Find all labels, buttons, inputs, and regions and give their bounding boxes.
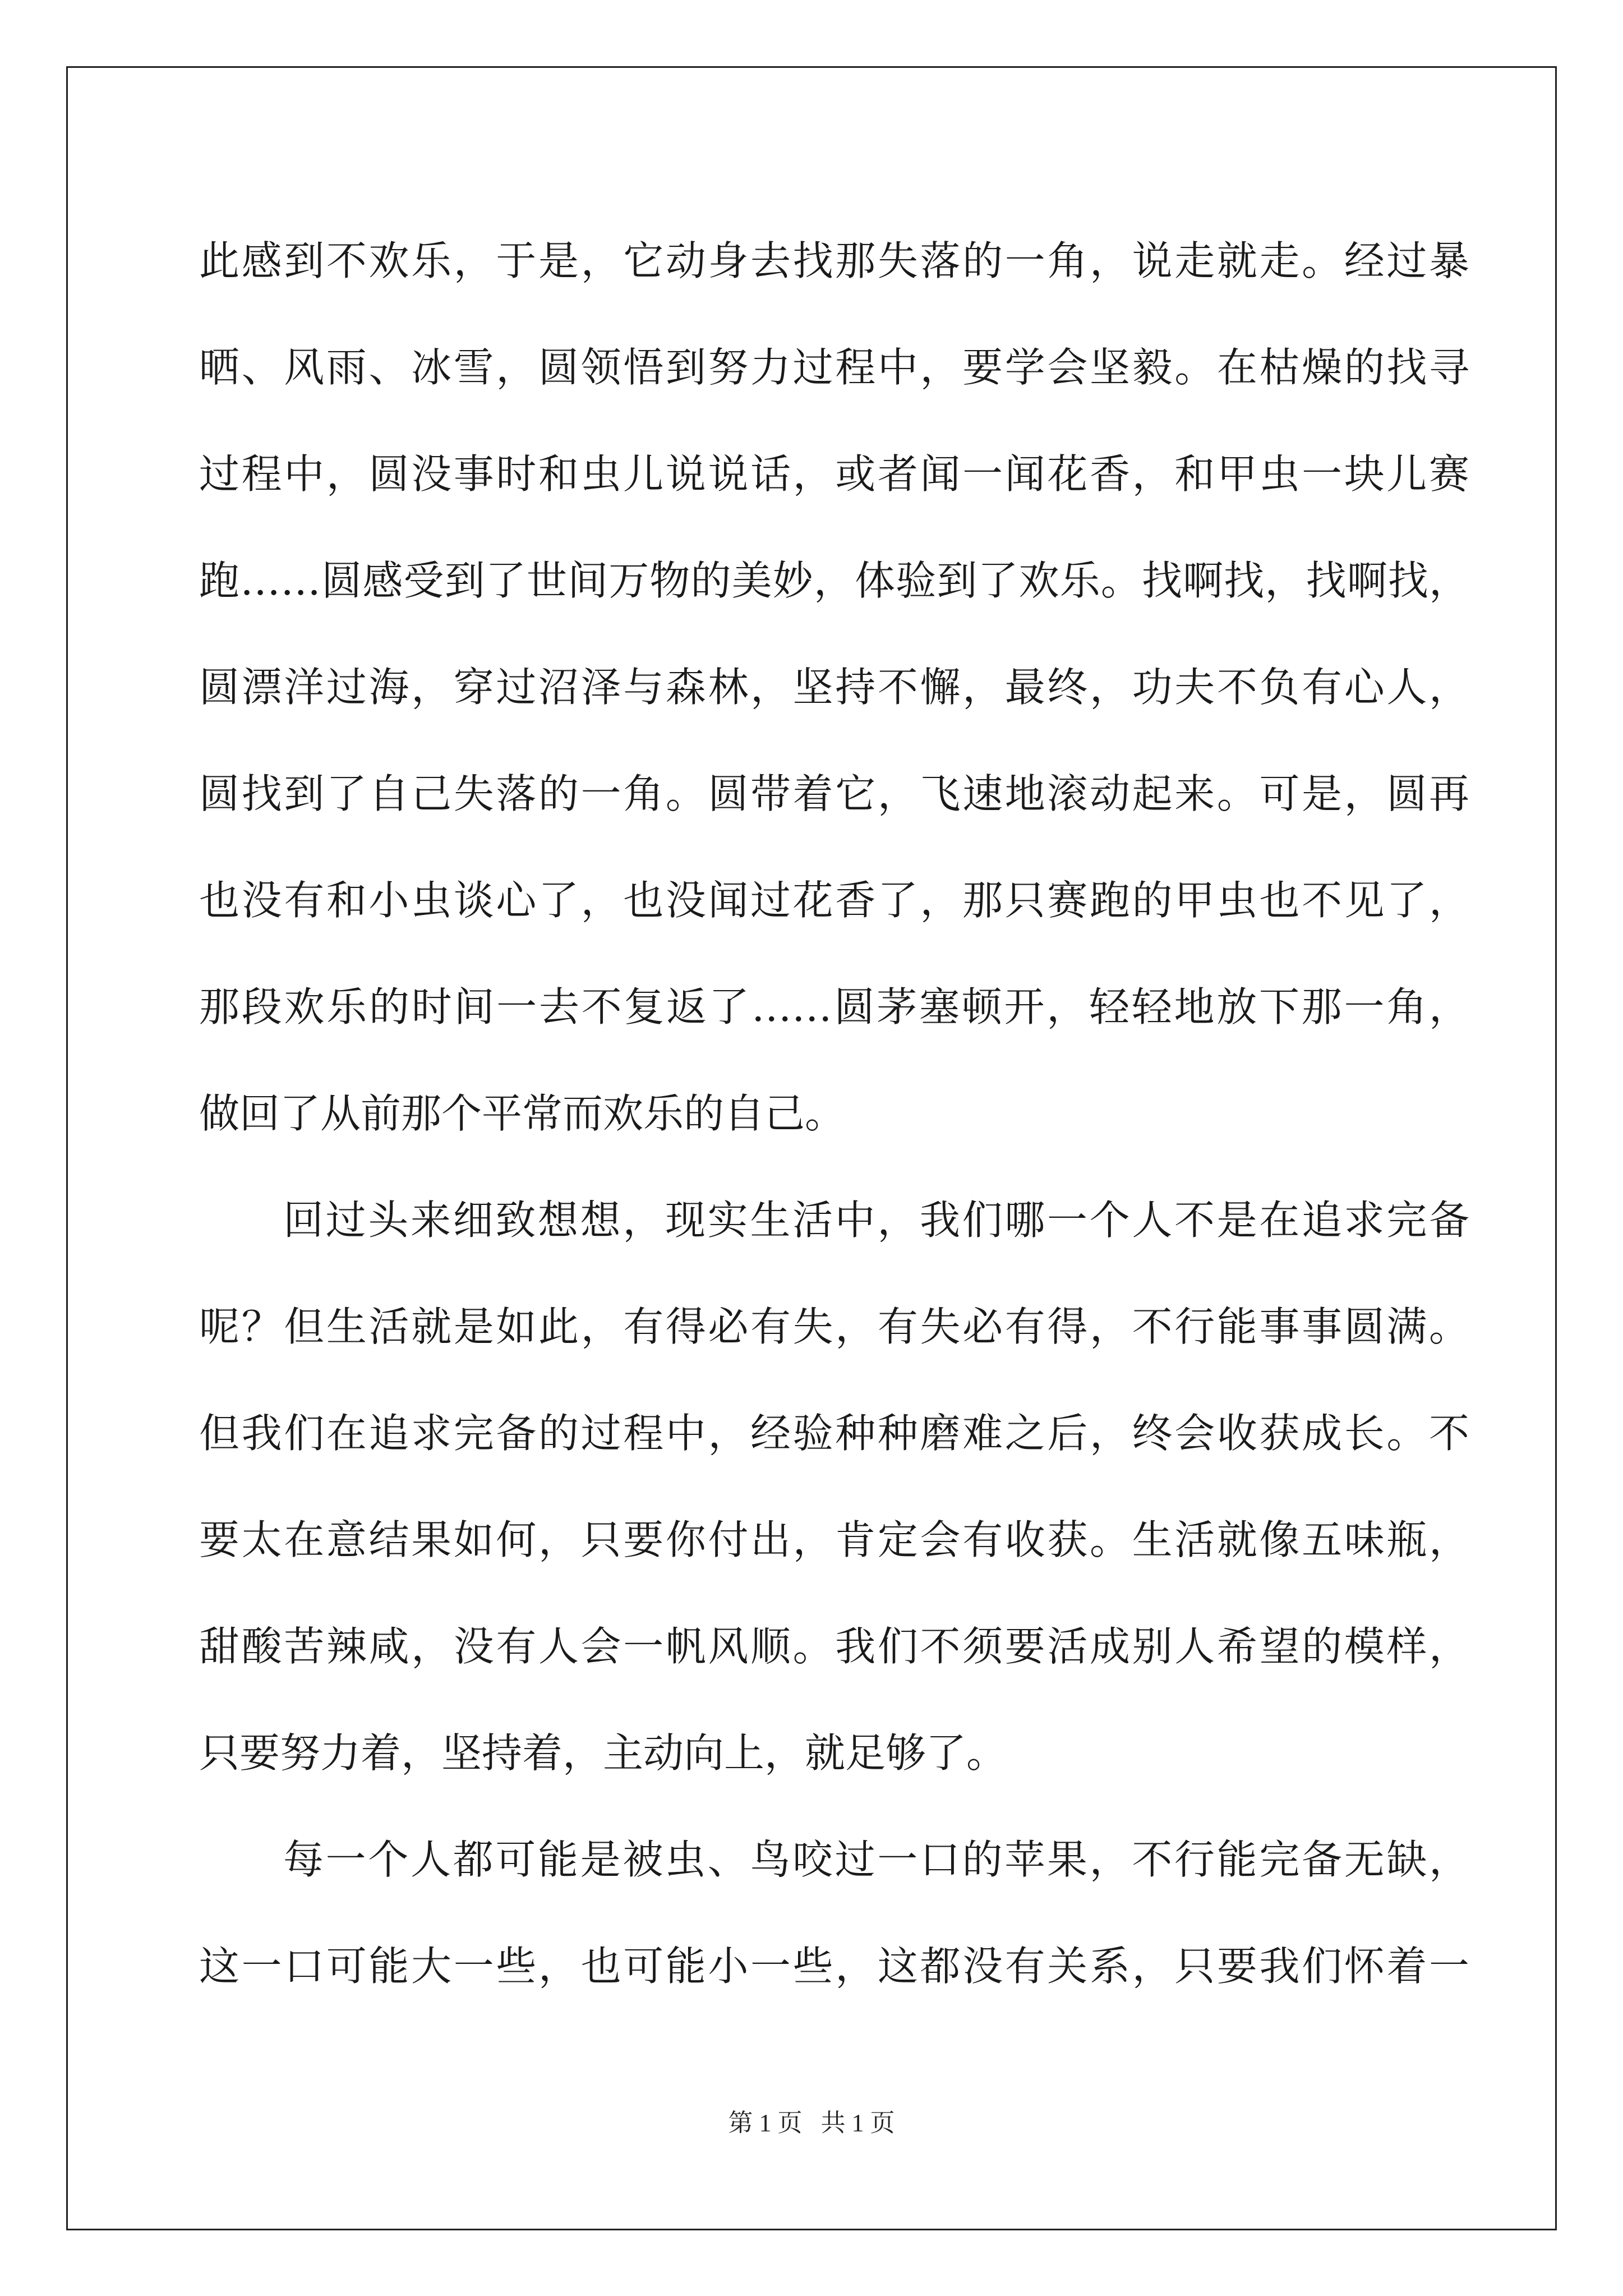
text-line: 过程中，圆没事时和虫儿说说话，或者闻一闻花香，和甲虫一块儿赛 [199, 450, 1469, 498]
text-line: 圆漂洋过海，穿过沼泽与森林，坚持不懈，最终，功夫不负有心人， [199, 664, 1469, 711]
text-line: 这一口可能大一些，也可能小一些，这都没有关系，只要我们怀着一 [199, 1943, 1469, 1990]
text-line: 但我们在追求完备的过程中，经验种种磨难之后，终会收获成长。不 [199, 1410, 1469, 1457]
text-line: 每一个人都可能是被虫、鸟咬过一口的苹果，不行能完备无缺， [283, 1836, 1469, 1883]
text-line: 甜酸苦辣咸，没有人会一帆风顺。我们不须要活成别人希望的模样， [199, 1623, 1469, 1670]
paragraph-3 [199, 1806, 1469, 2019]
document-body [199, 208, 1469, 2019]
text-line: 圆找到了自己失落的一角。圆带着它，飞速地滚动起来。可是，圆再 [199, 770, 1469, 817]
paragraph-1 [199, 208, 1469, 1167]
text-line: 也没有和小虫谈心了，也没闻过花香了，那只赛跑的甲虫也不见了， [199, 877, 1469, 924]
text-line: 做回了从前那个平常而欢乐的自己。 [199, 1090, 846, 1137]
text-line: 晒、风雨、冰雪，圆领悟到努力过程中，要学会坚毅。在枯燥的找寻 [199, 344, 1469, 391]
paragraph-2 [199, 1167, 1469, 1806]
text-line: 只要努力着，坚持着，主动向上，就足够了。 [199, 1729, 1007, 1777]
text-line: 此感到不欢乐，于是，它动身去找那失落的一角，说走就走。经过暴 [199, 237, 1469, 284]
page-footer: 第 1 页 共 1 页 [728, 2109, 895, 2137]
text-line: 呢？但生活就是如此，有得必有失，有失必有得，不行能事事圆满。 [199, 1303, 1469, 1350]
text-line: 跑……圆感受到了世间万物的美妙，体验到了欢乐。找啊找，找啊找， [199, 557, 1469, 604]
text-line: 要太在意结果如何，只要你付出，肯定会有收获。生活就像五味瓶， [199, 1516, 1469, 1563]
text-line: 回过头来细致想想，现实生活中，我们哪一个人不是在追求完备 [283, 1197, 1469, 1244]
text-line: 那段欢乐的时间一去不复返了……圆茅塞顿开，轻轻地放下那一角， [199, 983, 1469, 1030]
